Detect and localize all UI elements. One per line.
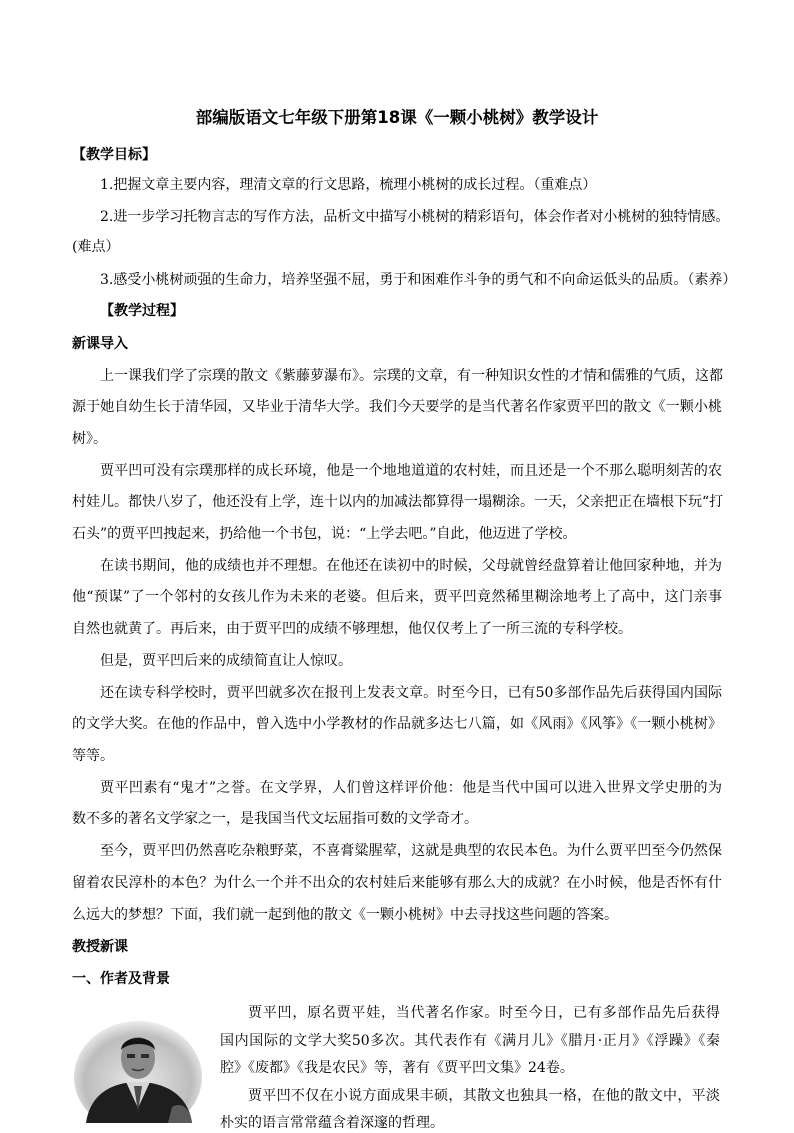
process-heading: 【教学过程】 <box>100 303 184 319</box>
bio-line-5: 朴实的语言常常蕴含着深邃的哲理。 <box>220 1115 444 1131</box>
goal-1: 1.把握文章主要内容，理清文章的行文思路，梳理小桃树的成长过程。（重难点） <box>100 177 597 193</box>
bio-line-3: 腔》《废都》《我是农民》等，著有《贾平凹文集》24卷。 <box>220 1060 574 1076</box>
teach-heading: 教授新课 <box>72 939 128 955</box>
paragraph-7-line-3: 么远大的梦想？下面，我们就一起到他的散文《一颗小桃树》中去寻找这些问题的答案。 <box>72 907 618 923</box>
paragraph-3-line-2: 他“预谋”了一个邻村的女孩儿作为未来的老婆。但后来，贾平凹竟然稀里糊涂地考上了高中，这门亲事 <box>72 589 722 605</box>
paragraph-2-line-3: 石头”的贾平凹拽起来，扔给他一个书包，说：“上学去吧。”自此，他迈进了学校。 <box>72 526 577 542</box>
author-heading: 一、作者及背景 <box>72 971 170 987</box>
paragraph-2-line-1: 贾平凹可没有宗璞那样的成长环境，他是一个地地道道的农村娃，而且还是一个不那么聪明刻苦的农 <box>100 463 722 479</box>
paragraph-7-line-1: 至今，贾平凹仍然喜吃杂粮野菜，不喜膏粱腥荤，这就是典型的农民本色。为什么贾平凹至今仍然保 <box>100 843 722 859</box>
goal-2-line-2: (难点） <box>72 239 120 255</box>
author-photo <box>72 1012 204 1123</box>
paragraph-2-line-2: 村娃儿。都快八岁了，他还没有上学，连十以内的加减法都算得一塌糊涂。一天，父亲把正在墙根下玩“打 <box>72 494 724 510</box>
goal-3: 3.感受小桃树顽强的生命力，培养坚强不屈，勇于和困难作斗争的勇气和不向命运低头的品质。（素养） <box>100 272 737 288</box>
paragraph-5-line-3: 等等。 <box>72 748 114 764</box>
paragraph-1-line-1: 上一课我们学了宗璞的散文《紫藤萝瀑布》。宗璞的文章，有一种知识女性的才情和儒雅的气质，这都 <box>100 368 723 384</box>
intro-heading: 新课导入 <box>72 336 128 352</box>
document-title: 部编版语文七年级下册第18课《一颗小桃树》教学设计 <box>195 108 599 127</box>
paragraph-1-line-2: 源于她自幼生长于清华园，又毕业于清华大学。我们今天要学的是当代著名作家贾平凹的散文《一颗小桃 <box>72 399 722 415</box>
paragraph-7-line-2: 留着农民淳朴的本色？为什么一个并不出众的农村娃后来能够有那么大的成就？在小时候，他是否怀有什 <box>72 875 722 891</box>
paragraph-5-line-2: 的文学大奖。在他的作品中，曾入选中小学教材的作品就多达七八篇，如《风雨》《风筝》《一颗小桃树》 <box>72 716 722 732</box>
paragraph-1-line-3: 树》。 <box>72 431 107 447</box>
paragraph-5-line-1: 还在读专科学校时，贾平凹就多次在报刊上发表文章。时至今日，已有50多部作品先后获得国内国际 <box>100 685 722 701</box>
bio-line-4: 贾平凹不仅在小说方面成果丰硕，其散文也独具一格，在他的散文中，平淡 <box>248 1088 720 1104</box>
paragraph-6-line-1: 贾平凹素有“鬼才”之誉。在文学界，人们曾这样评价他：他是当代中国可以进入世界文学史册的为 <box>100 780 722 796</box>
paragraph-3-line-1: 在读书期间，他的成绩也并不理想。在他还在读初中的时候，父母就曾经盘算着让他回家种地，并为 <box>100 558 722 574</box>
goals-heading: 【教学目标】 <box>72 147 156 163</box>
bio-line-2: 国内国际的文学大奖50多次。其代表作有《满月儿》《腊月·正月》《浮躁》《秦 <box>220 1033 720 1049</box>
paragraph-4: 但是，贾平凹后来的成绩简直让人惊叹。 <box>100 653 352 669</box>
paragraph-6-line-2: 数不多的著名文学家之一，是我国当代文坛屈指可数的文学奇才。 <box>72 811 478 827</box>
bio-line-1: 贾平凹，原名贾平娃，当代著名作家。时至今日，已有多部作品先后获得 <box>248 1005 720 1021</box>
paragraph-3-line-3: 自然也就黄了。再后来，由于贾平凹的成绩不够理想，他仅仅考上了一所三流的专科学校。 <box>72 621 632 637</box>
goal-2-line-1: 2.进一步学习托物言志的写作方法，品析文中描写小桃树的精彩语句，体会作者对小桃树的独特情感。 <box>100 209 730 225</box>
